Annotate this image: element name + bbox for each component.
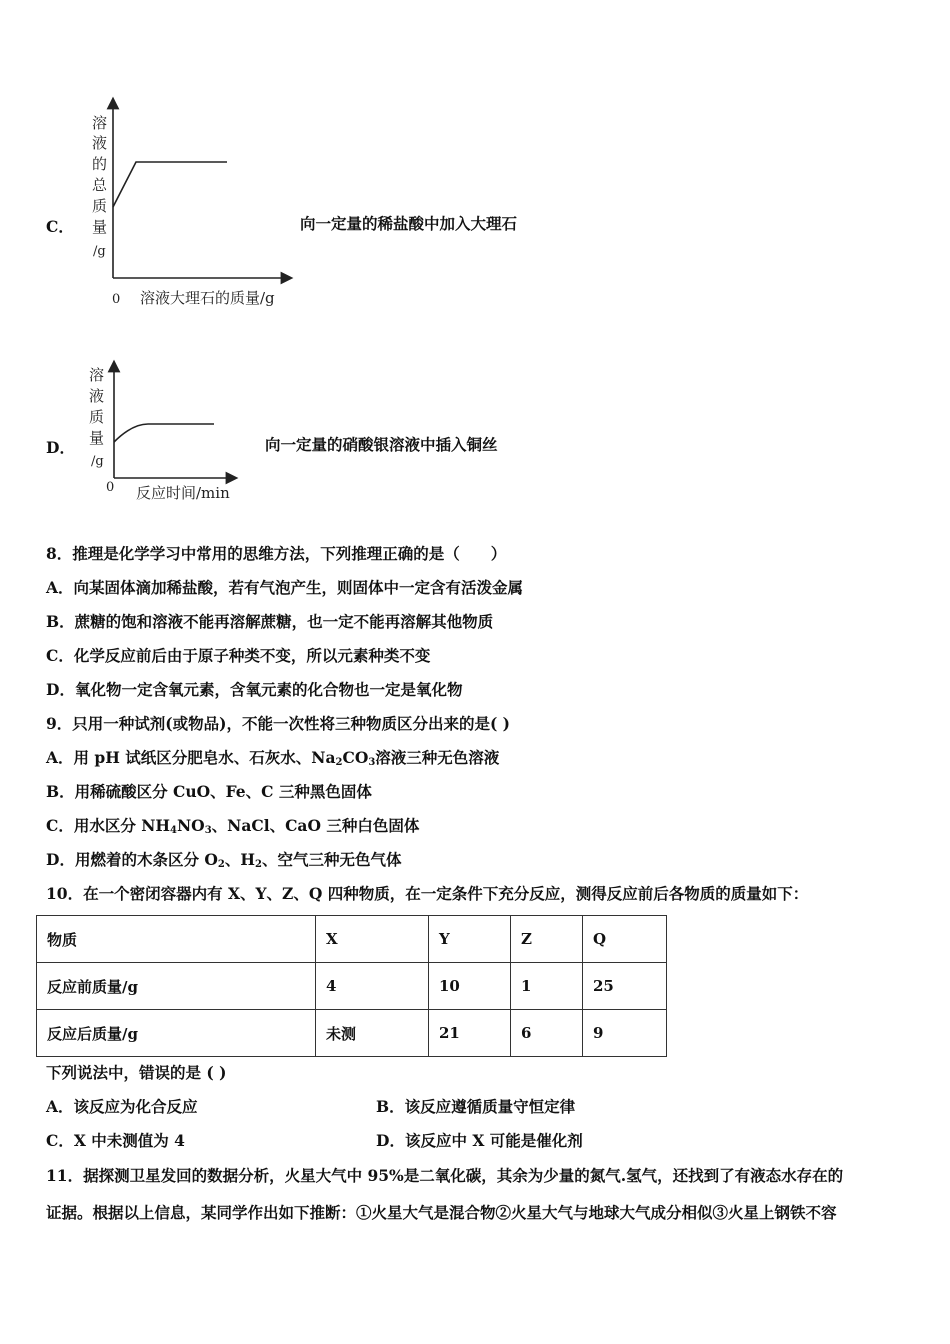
graph-c-ylabel-char: 的 [92,155,108,173]
graph-d-ylabel-char: 质 [89,408,105,426]
q9-a-text: CO [342,748,369,767]
graph-d [80,358,250,508]
graph-c-yunit: /g [93,244,106,259]
table-header-cell: 物质 [37,916,316,963]
graph-c-origin: 0 [112,292,121,307]
graph-c-ylabel-char: 质 [92,197,108,215]
graph-d-ylabel-char: 量 [89,429,105,447]
graph-c-ylabel-char: 总 [92,176,108,194]
q11-line-1: 11．据探测卫星发回的数据分析，火星大气中 95%是二氧化碳，其余为少量的氮气.氢气，还找到了有液态水存在的 [46,1166,844,1185]
q8-option-c: C．化学反应前后由于原子种类不变，所以元素种类不变 [46,646,431,665]
graph-c-ylabel-char: 溶 [92,114,108,132]
table-cell: 10 [429,963,511,1010]
table-cell: 未测 [316,1010,429,1057]
q9-option-d [46,850,401,875]
table-header-cell: Q [583,916,667,963]
table-cell: 反应后质量/g [37,1010,316,1057]
q9-c-sub: 4 [170,825,178,836]
q9-d-text: 、空气三种无色气体 [261,850,402,869]
graph-c-description: 向一定量的稀盐酸中加入大理石 [300,214,518,233]
q9-option-a [46,748,499,773]
q8-option-a: A．向某固体滴加稀盐酸，若有气泡产生，则固体中一定含有活泼金属 [46,578,524,597]
table-cell: 1 [511,963,583,1010]
graph-d-ylabel-char: 溶 [89,366,105,384]
table-header-row [37,916,667,963]
q9-stem: 9．只用一种试剂(或物品)，不能一次性将三种物质区分出来的是( ) [46,714,511,733]
q9-a-text: A．用 pH 试纸区分肥皂水、石灰水、Na [46,748,336,767]
table-header-cell: Z [511,916,583,963]
table-row [37,963,667,1010]
q10-question: 下列说法中，错误的是 ( ) [46,1063,227,1082]
q9-a-text: 溶液三种无色溶液 [375,748,500,767]
q9-c-text: C．用水区分 NH [46,816,171,835]
q10-option-a: A．该反应为化合反应 [46,1097,198,1116]
q10-mass-table [36,915,667,1057]
graph-c-ylabel-char: 液 [92,134,108,152]
table-cell: 6 [511,1010,583,1057]
q9-c-text: NO [177,816,205,835]
q8-stem: 8．推理是化学学习中常用的思维方法，下列推理正确的是（ ） [46,544,507,563]
graph-d-yunit: /g [91,454,104,469]
q9-c-text: 、NaCl、CaO 三种白色固体 [211,816,420,835]
graph-d-ylabel-char: 液 [89,387,105,405]
q9-d-sub: 2 [217,859,225,870]
table-cell: 21 [429,1010,511,1057]
table-row [37,1010,667,1057]
table-header-cell: Y [429,916,511,963]
q9-a-sub: 2 [335,757,343,768]
graph-c-ylabel-char: 量 [92,218,108,236]
graph-d-description: 向一定量的硝酸银溶液中插入铜丝 [265,435,498,454]
option-c-label: C． [46,217,74,236]
table-header-cell: X [316,916,429,963]
graph-c-curve [113,162,227,207]
q9-option-c [46,816,419,841]
q9-d-text: D．用燃着的木条区分 O [46,850,218,869]
q11-line-2: 证据。根据以上信息，某同学作出如下推断：①火星大气是混合物②火星大气与地球大气成分相似③火星上钢铁不容 [46,1203,837,1222]
q9-d-sub: 2 [254,859,262,870]
table-cell: 反应前质量/g [37,963,316,1010]
q9-option-b: B．用稀硫酸区分 CuO、Fe、C 三种黑色固体 [46,782,372,801]
table-cell: 25 [583,963,667,1010]
q10-stem: 10．在一个密闭容器内有 X、Y、Z、Q 四种物质，在一定条件下充分反应，测得反应前后各物质的质量如下： [46,884,809,903]
graph-d-xlabel: 反应时间/min [136,484,230,502]
q8-option-d: D．氧化物一定含氧元素，含氧元素的化合物也一定是氧化物 [46,680,463,699]
option-d-label: D． [46,438,75,457]
q10-option-c: C．X 中未测值为 4 [46,1131,185,1150]
q9-c-sub: 3 [204,825,212,836]
graph-d-curve [114,424,214,442]
q10-option-b: B．该反应遵循质量守恒定律 [376,1097,576,1116]
q8-option-b: B．蔗糖的饱和溶液不能再溶解蔗糖，也一定不能再溶解其他物质 [46,612,494,631]
q9-d-text: 、H [224,850,255,869]
graph-c [80,95,300,310]
table-cell: 4 [316,963,429,1010]
graph-c-xlabel: 溶液大理石的质量/g [140,289,275,307]
graph-d-origin: 0 [106,480,115,495]
table-cell: 9 [583,1010,667,1057]
q10-option-d: D．该反应中 X 可能是催化剂 [376,1131,583,1150]
q9-a-sub: 3 [368,757,376,768]
